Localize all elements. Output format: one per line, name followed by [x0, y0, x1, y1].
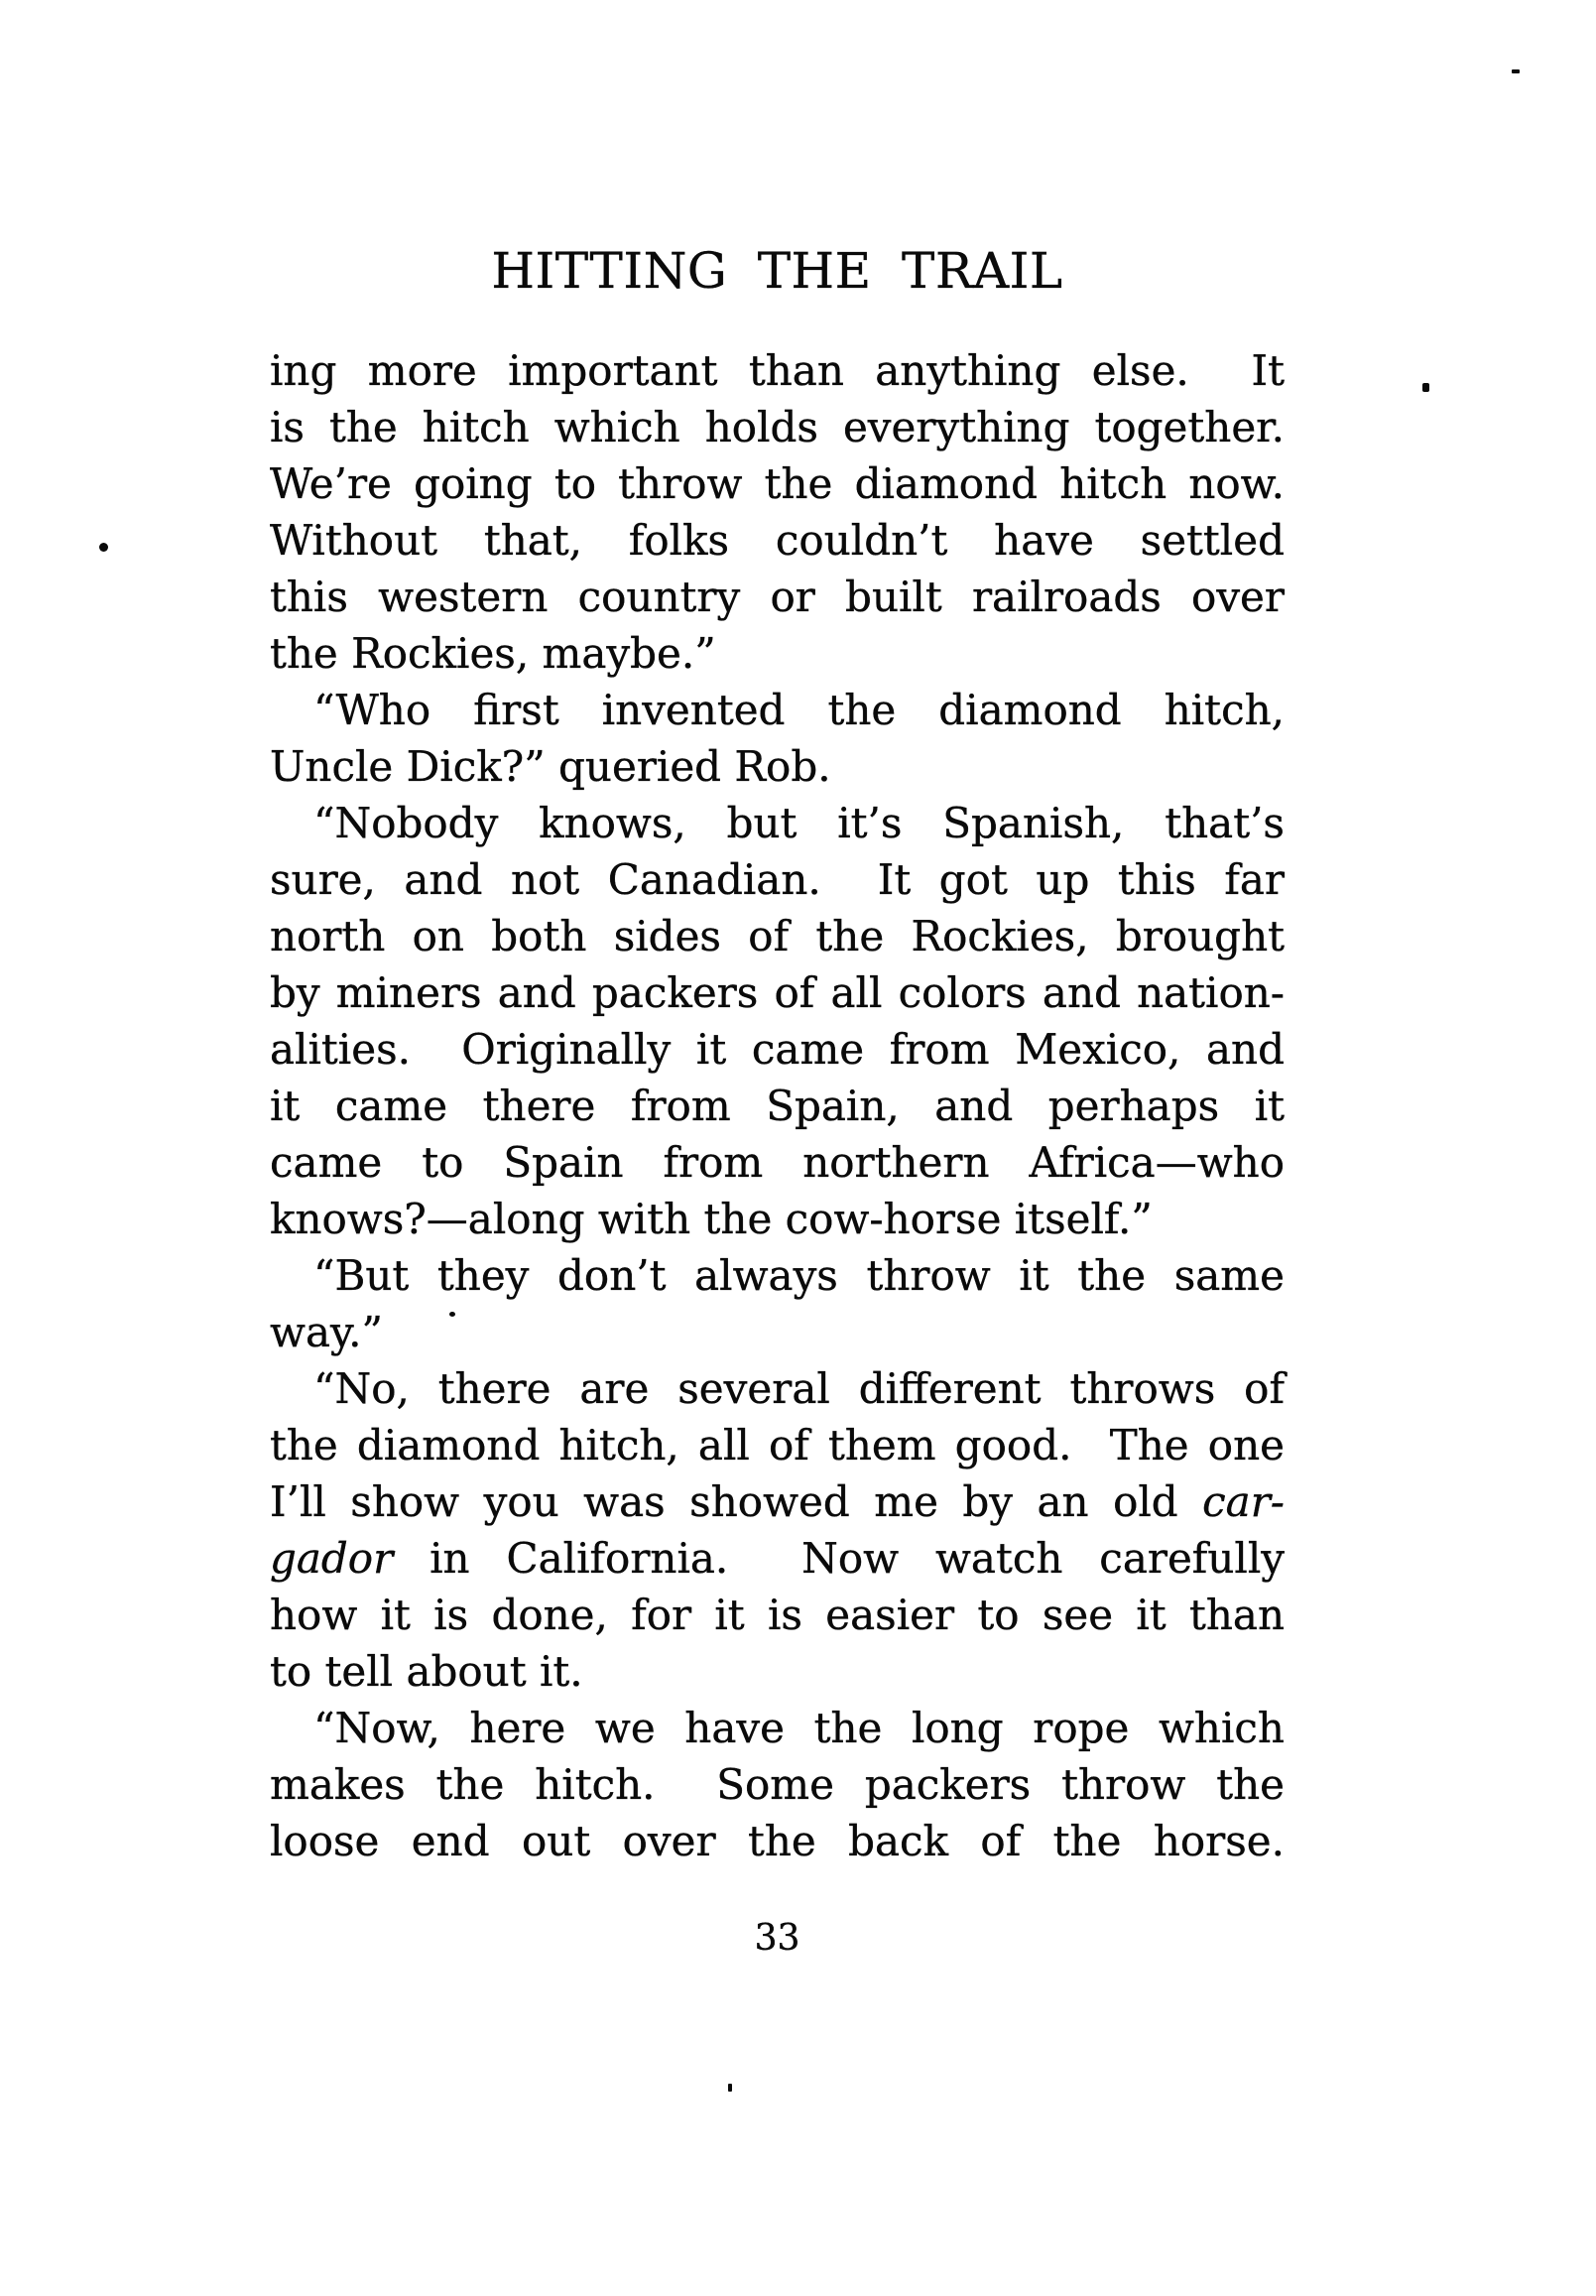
text-line	[270, 1360, 1285, 1417]
body-text	[270, 342, 1285, 1869]
running-head-title: HITTING THE TRAIL	[491, 242, 1063, 300]
text-segment: to tell about it.	[270, 1647, 583, 1696]
scan-speck	[728, 2084, 732, 2092]
text-segment: I’ll show you was showed me by an old	[270, 1477, 1203, 1526]
text-line	[270, 1304, 1285, 1360]
text-segment: “But they don’t always throw it the same	[313, 1251, 1285, 1300]
text-segment: is the hitch which holds everything together.	[270, 403, 1285, 451]
text-line	[270, 964, 1285, 1021]
text-segment: way.”	[270, 1308, 383, 1356]
text-line	[270, 1530, 1285, 1587]
text-segment: the diamond hitch, all of them good. The one	[270, 1421, 1285, 1469]
text-segment: Uncle Dick?” queried Rob.	[270, 742, 831, 791]
scan-speck	[449, 1312, 455, 1317]
text-line	[270, 512, 1285, 569]
text-segment: how it is done, for it is easier to see it than	[270, 1591, 1285, 1639]
text-line	[270, 1191, 1285, 1247]
text-line	[270, 1813, 1285, 1869]
text-line	[270, 399, 1285, 455]
text-line	[270, 455, 1285, 512]
scan-speck	[99, 543, 108, 552]
text-segment: it came there from Spain, and perhaps it	[270, 1082, 1285, 1130]
text-line	[270, 1756, 1285, 1813]
text-line	[270, 851, 1285, 908]
text-segment: knows?—along with the cow-horse itself.”	[270, 1195, 1153, 1243]
scan-speck	[1512, 69, 1520, 73]
text-line	[270, 1247, 1285, 1304]
scan-speck	[1422, 383, 1429, 392]
text-line	[270, 1078, 1285, 1134]
text-segment: loose end out over the back of the horse.	[270, 1817, 1285, 1865]
text-segment: by miners and packers of all colors and nation-	[270, 968, 1285, 1017]
italic-text: car-	[1202, 1477, 1285, 1526]
text-segment: “Nobody knows, but it’s Spanish, that’s	[313, 799, 1285, 847]
text-segment: in California. Now watch carefully	[393, 1534, 1285, 1583]
text-line	[270, 1134, 1285, 1191]
text-segment: “No, there are several different throws of	[313, 1364, 1285, 1413]
text-line	[270, 795, 1285, 851]
text-line	[270, 738, 1285, 795]
text-segment: came to Spain from northern Africa—who	[270, 1138, 1285, 1187]
text-line	[270, 682, 1285, 738]
text-line	[270, 1417, 1285, 1473]
page-number: 33	[754, 1918, 800, 1959]
text-line	[270, 1021, 1285, 1078]
text-segment: this western country or built railroads over	[270, 573, 1285, 621]
text-segment: Without that, folks couldn’t have settled	[270, 516, 1285, 565]
text-line	[270, 569, 1285, 625]
text-segment: “Now, here we have the long rope which	[313, 1704, 1285, 1752]
text-segment: makes the hitch. Some packers throw the	[270, 1760, 1285, 1809]
text-line	[270, 1700, 1285, 1756]
text-segment: sure, and not Canadian. It got up this far	[270, 855, 1285, 904]
text-line	[270, 342, 1285, 399]
italic-text: gador	[270, 1534, 394, 1583]
text-line	[270, 1643, 1285, 1700]
text-segment: We’re going to throw the diamond hitch now.	[270, 459, 1285, 508]
text-segment: north on both sides of the Rockies, brought	[270, 912, 1285, 960]
text-segment: “Who first invented the diamond hitch,	[313, 686, 1285, 734]
text-line	[270, 625, 1285, 682]
text-segment: the Rockies, maybe.”	[270, 629, 716, 678]
text-segment: ing more important than anything else. It	[270, 346, 1285, 395]
text-line	[270, 1473, 1285, 1530]
text-segment: alities. Originally it came from Mexico, and	[270, 1025, 1285, 1074]
text-line	[270, 1587, 1285, 1643]
text-line	[270, 908, 1285, 964]
